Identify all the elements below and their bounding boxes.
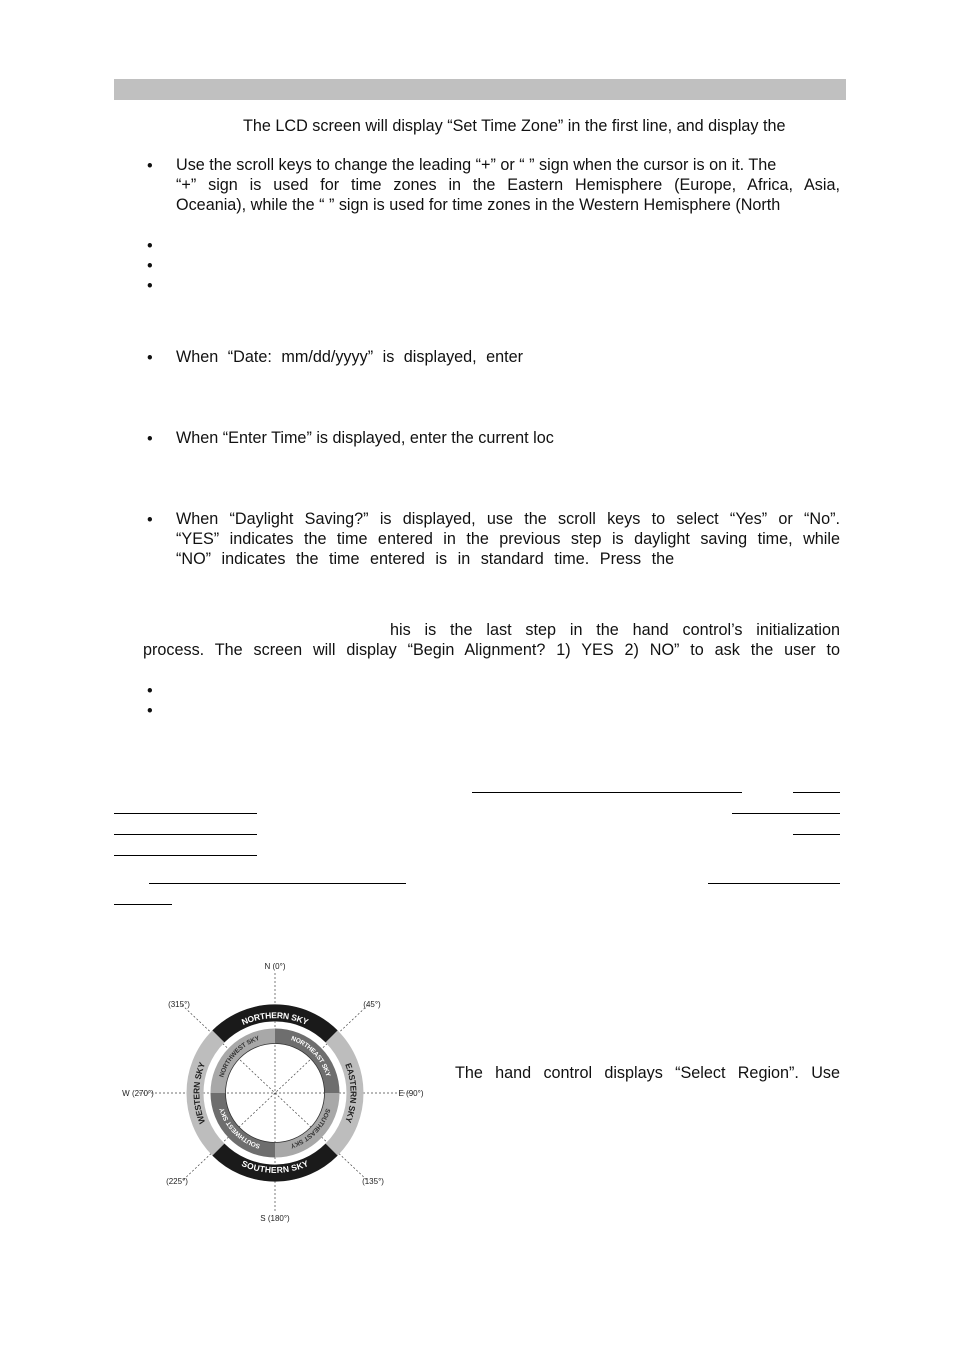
time-bullet-line: When “Enter Time” is displayed, enter the current loc bbox=[176, 429, 554, 447]
bullet-marker: • bbox=[147, 257, 153, 275]
southwest-degree-label: (225°) bbox=[166, 1177, 188, 1186]
southeast-degree-label: (135°) bbox=[362, 1177, 384, 1186]
timezone-bullet-line-2: “+” sign is used for time zones in the Eastern Hemisphere (Europe, Africa, Asia, bbox=[176, 176, 840, 194]
bullet-marker: • bbox=[147, 349, 153, 367]
southeast-sky-label: SOUTHEAST SKY bbox=[289, 1107, 332, 1150]
link-underline[interactable] bbox=[114, 834, 257, 835]
daylight-bullet-line-3: “NO” indicates the time entered is in standard time. Press the bbox=[176, 550, 675, 568]
section-header-bar bbox=[114, 79, 846, 100]
east-label: E (90°) bbox=[398, 1089, 424, 1098]
bullet-marker: • bbox=[147, 682, 153, 700]
daylight-bullet-line-2: “YES” indicates the time entered in the previous step is daylight saving time, while bbox=[176, 530, 840, 548]
southern-sky-label: SOUTHERN SKY bbox=[240, 1158, 310, 1175]
final-step-line-2: process. The screen will display “Begin Alignment? 1) YES 2) NO” to ask the user to bbox=[143, 641, 840, 659]
north-label: N (0°) bbox=[264, 962, 286, 971]
sky-region-diagram bbox=[115, 955, 433, 1227]
link-underline[interactable] bbox=[149, 883, 406, 884]
link-underline[interactable] bbox=[793, 834, 840, 835]
bullet-marker: • bbox=[147, 277, 153, 295]
link-underline[interactable] bbox=[472, 792, 742, 793]
northeast-sky-label: NORTHEAST SKY bbox=[290, 1035, 332, 1078]
bullet-marker: • bbox=[147, 511, 153, 529]
south-label: S (180°) bbox=[260, 1214, 290, 1223]
bullet-marker: • bbox=[147, 157, 153, 175]
northeast-degree-label: (45°) bbox=[363, 1000, 381, 1009]
daylight-bullet-line-1: When “Daylight Saving?” is displayed, use the scroll keys to select “Yes” or “No”. bbox=[176, 510, 840, 528]
northwest-sky-label: NORTHWEST SKY bbox=[218, 1034, 261, 1079]
bullet-marker: • bbox=[147, 237, 153, 255]
date-bullet-line: When “Date: mm/dd/yyyy” is displayed, enter bbox=[176, 348, 524, 366]
northern-sky-label: NORTHERN SKY bbox=[240, 1010, 310, 1027]
northwest-degree-label: (315°) bbox=[168, 1000, 190, 1009]
select-region-line: The hand control displays “Select Region”. Use bbox=[455, 1064, 840, 1082]
intro-line: The LCD screen will display “Set Time Zone” in the first line, and display the bbox=[243, 117, 786, 135]
link-underline[interactable] bbox=[114, 855, 257, 856]
final-step-line-1: his is the last step in the hand control’s initialization bbox=[390, 621, 840, 639]
link-underline[interactable] bbox=[114, 813, 257, 814]
eastern-sky-label: EASTERN SKY bbox=[343, 1061, 359, 1125]
link-underline[interactable] bbox=[732, 813, 840, 814]
bullet-marker: • bbox=[147, 430, 153, 448]
link-underline[interactable] bbox=[708, 883, 840, 884]
link-underline[interactable] bbox=[793, 792, 840, 793]
western-sky-label: WESTERN SKY bbox=[191, 1060, 208, 1126]
bullet-marker: • bbox=[147, 702, 153, 720]
timezone-bullet-line-1: Use the scroll keys to change the leading “+” or “ ” sign when the cursor is on it. The bbox=[176, 156, 777, 174]
west-label: W (270°) bbox=[122, 1089, 154, 1098]
southwest-sky-label: SOUTHWEST SKY bbox=[218, 1106, 262, 1150]
link-underline[interactable] bbox=[114, 904, 172, 905]
timezone-bullet-line-3: Oceania), while the “ ” sign is used for time zones in the Western Hemisphere (North bbox=[176, 196, 781, 214]
